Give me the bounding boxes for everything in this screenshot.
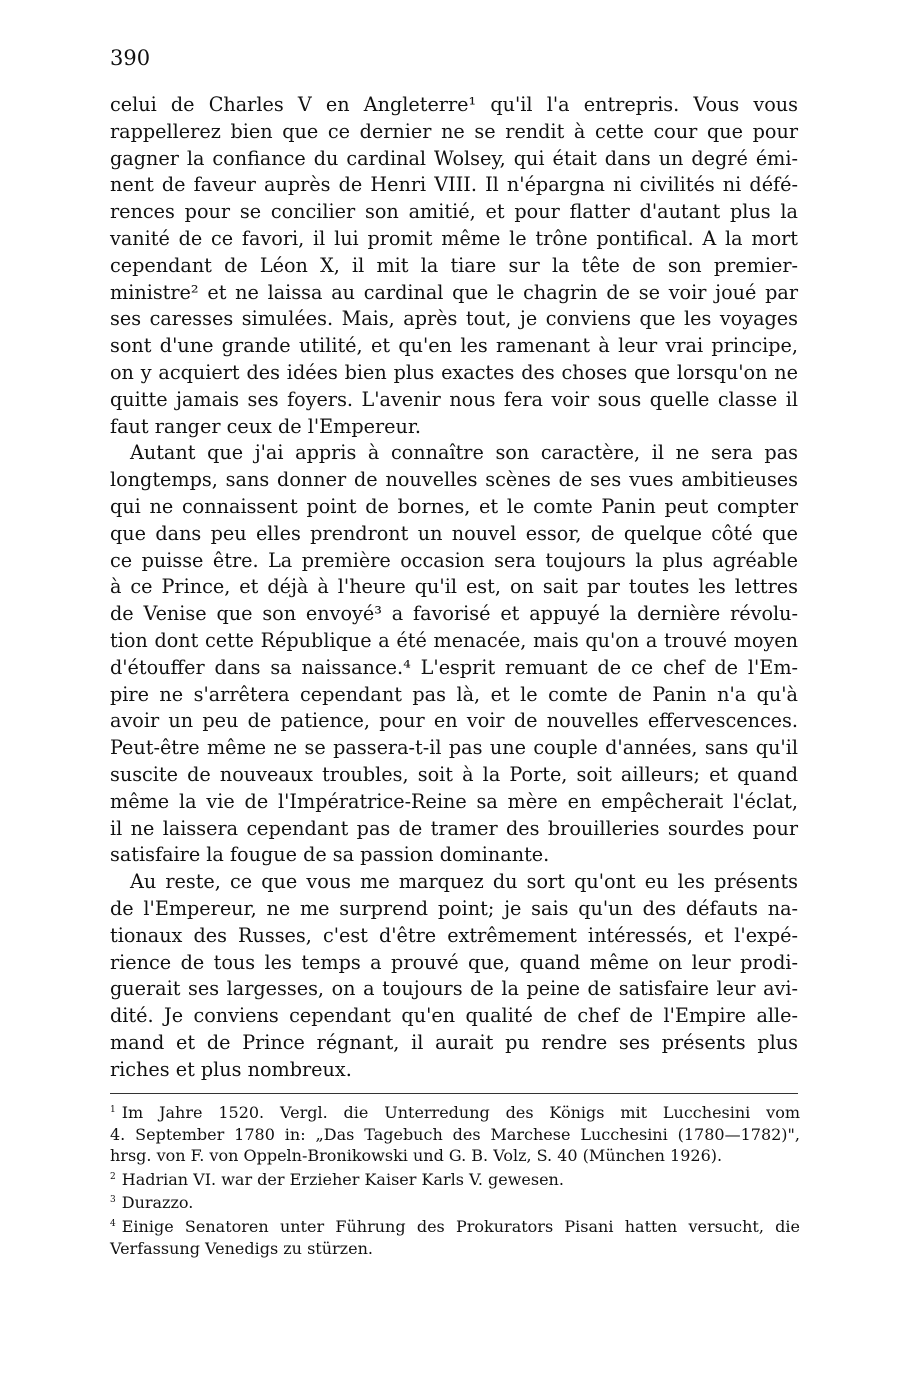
footnote-line <box>110 1169 800 1191</box>
footnote-divider <box>110 1093 798 1094</box>
footnote-text: Im Jahre 1520. Vergl. die Unterredung des Königs mit Lucchesini vom <box>121 1103 800 1122</box>
text-line: tionaux des Russes, c'est d'être extrêmement intéressés, et l'expé- <box>110 923 798 947</box>
text-line: ses caresses simulées. Mais, après tout, je conviens que les voyages <box>110 307 798 331</box>
body-text <box>110 92 798 1083</box>
footnote-line: Verfassung Venedigs zu stürzen. <box>110 1238 373 1258</box>
text-line: qui ne connaissent point de bornes, et le comte Panin peut compter <box>110 494 798 518</box>
text-line: vanité de ce favori, il lui promit même le trône pontifical. A la mort <box>110 226 798 250</box>
footnote-line: 4. September 1780 in: „Das Tagebuch des Marchese Lucchesini (1780—1782)", <box>110 1124 800 1144</box>
text-line: celui de Charles V en Angleterre¹ qu'il l'a entrepris. Vous vous <box>110 93 798 116</box>
text-line: même la vie de l'Impératrice-Reine sa mère en empêcherait l'éclat, <box>110 789 798 813</box>
paragraph-3 <box>110 869 798 1083</box>
footnote-line <box>110 1216 800 1238</box>
footnote-text: Durazzo. <box>121 1193 194 1213</box>
text-line: nent de faveur auprès de Henri VIII. Il n'épargna ni civilités ni défé- <box>110 173 798 197</box>
footnote-mark: 1 <box>110 1105 116 1115</box>
text-line: quitte jamais ses foyers. L'avenir nous fera voir sous quelle classe il <box>110 387 798 411</box>
text-line: mand et de Prince régnant, il aurait pu rendre ses présents plus <box>110 1030 798 1054</box>
text-line: avoir un peu de patience, pour en voir de nouvelles effervescences. <box>110 709 798 733</box>
footnote-1 <box>110 1102 800 1167</box>
footnotes <box>110 1102 800 1261</box>
footnote-text: Einige Senatoren unter Führung des Prokurators Pisani hatten versucht, die <box>121 1216 800 1236</box>
text-line: Autant que j'ai appris à connaître son caractère, il ne sera pas <box>130 441 798 465</box>
footnote-4 <box>110 1216 800 1259</box>
text-line: satisfaire la fougue de sa passion dominante. <box>110 843 550 867</box>
text-line: on y acquiert des idées bien plus exactes des choses que lorsqu'on ne <box>110 360 798 384</box>
page-number: 390 <box>110 46 151 70</box>
paragraph-1 <box>110 92 798 440</box>
text-line: rappellerez bien que ce dernier ne se rendit à cette cour que pour <box>110 119 798 143</box>
text-line: il ne laissera cependant pas de tramer des brouilleries sourdes pour <box>110 816 798 840</box>
text-line: longtemps, sans donner de nouvelles scènes de ses vues ambitieuses <box>110 468 798 492</box>
text-line: cependant de Léon X, il mit la tiare sur la tête de son premier- <box>110 253 798 277</box>
footnote-text: Hadrian VI. war der Erzieher Kaiser Karls V. gewesen. <box>121 1169 564 1189</box>
text-line: dité. Je conviens cependant qu'en qualité de chef de l'Empire alle- <box>110 1004 798 1028</box>
text-line: riches et plus nombreux. <box>110 1057 352 1081</box>
text-line: faut ranger ceux de l'Empereur. <box>110 414 421 438</box>
text-line: gagner la confiance du cardinal Wolsey, qui était dans un degré émi- <box>110 146 798 170</box>
text-line: que dans peu elles prendront un nouvel essor, de quelque côté que <box>110 521 798 545</box>
text-line: d'étouffer dans sa naissance.⁴ L'esprit remuant de ce chef de l'Em- <box>110 655 798 679</box>
text-line: rences pour se concilier son amitié, et pour flatter d'autant plus la <box>110 200 798 224</box>
text-line: ministre² et ne laissa au cardinal que le chagrin de se voir joué par <box>110 280 798 304</box>
text-line: ce puisse être. La première occasion sera toujours la plus agréable <box>110 548 798 572</box>
footnote-mark: 3 <box>110 1195 116 1206</box>
footnote-mark: 2 <box>110 1171 116 1182</box>
text-line: de Venise que son envoyé³ a favorisé et appuyé la dernière révolu- <box>110 602 798 626</box>
text-line: sont d'une grande utilité, et qu'en les ramenant à leur vrai principe, <box>110 334 798 358</box>
footnote-line: hrsg. von F. von Oppeln-Bronikowski und G. B. Volz, S. 40 (München 1926). <box>110 1146 723 1166</box>
footnote-line <box>110 1102 800 1124</box>
text-line: suscite de nouveaux troubles, soit à la Porte, soit ailleurs; et quand <box>110 762 798 786</box>
text-line: pire ne s'arrêtera cependant pas là, et le comte de Panin n'a qu'à <box>110 682 798 706</box>
footnote-mark: 4 <box>110 1218 116 1229</box>
paragraph-2 <box>110 440 798 869</box>
text-line: Au reste, ce que vous me marquez du sort qu'ont eu les présents <box>130 870 798 894</box>
footnote-3 <box>110 1192 800 1214</box>
footnote-line <box>110 1192 800 1214</box>
text-line: rience de tous les temps a prouvé que, quand même on leur prodi- <box>110 950 798 974</box>
footnote-2 <box>110 1169 800 1191</box>
text-line: de l'Empereur, ne me surprend point; je sais qu'un des défauts na- <box>110 896 798 920</box>
text-line: tion dont cette République a été menacée, mais qu'on a trouvé moyen <box>110 628 798 652</box>
text-line: Peut-être même ne se passera-t-il pas une couple d'années, sans qu'il <box>110 736 798 760</box>
text-line: guerait ses largesses, on a toujours de la peine de satisfaire leur avi- <box>110 977 798 1001</box>
text-line: à ce Prince, et déjà à l'heure qu'il est, on sait par toutes les lettres <box>110 575 798 599</box>
